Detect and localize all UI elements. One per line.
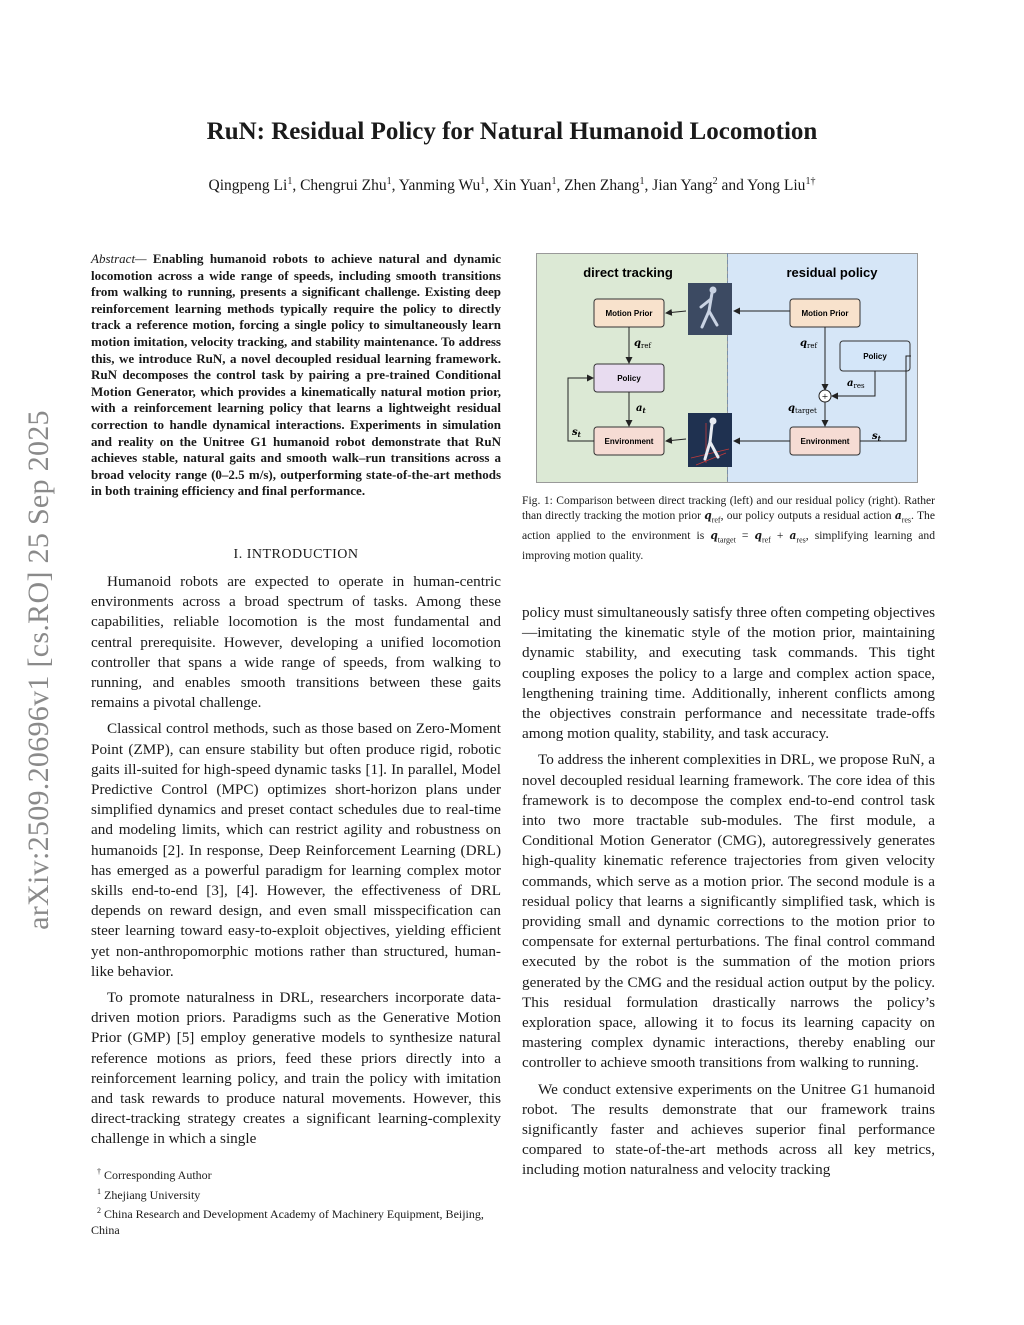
left-column-body xyxy=(91,572,501,1150)
left-policy-label: Policy xyxy=(617,374,641,383)
paper-title: RuN: Residual Policy for Natural Humanoid Locomotion xyxy=(206,118,818,145)
figure-1-caption: Fig. 1: Comparison between direct tracking (left) and our residual policy (right). Rather than directly tracking the motion prior $q_{ref}$, our policy outputs a residual action $a_{res}$. The action applied to the environment is $q_{target} = q_{ref} + a_{res}$, simplifying learning and improving motion quality. xyxy=(522,494,935,562)
sum-node-plus: + xyxy=(821,391,829,403)
right-paragraph-2: To address the inherent complexities in DRL, we propose RuN, a novel decoupled residual learning framework. The core idea of this framework is to decompose the complex end-to-end control task into two more tractable sub-modules. The first module, a Conditional Motion Generator (CMG), autoregressively generates high-quality kinematic reference trajectories from given velocity commands, which serve as a motion prior. The second module is a residual policy that learns a significantly simplified task, which is providing small and dynamic corrections to the motion prior to compensate for external perturbations. The final control command executed by the robot is the summation of the motion priors generated by the CMG and the residual action output by the policy. This residual formulation drastically narrows the policy’s exploration space, allowing it to focus its learning capacity on mastering complex dynamic interactions, thereby enabling our controller to achieve smooth transitions from walking to running. xyxy=(522,751,935,1072)
left-paragraph-1: Humanoid robots are expected to operate in human-centric environments across a broad spectrum of tasks. Among these capabilities, reliable locomotion is the most fundamental and central prerequisite. However, developing a unified locomotion controller that spans a wide range of speeds, from walking to running, and enables smooth transitions between these gaits remains a pivotal challenge. xyxy=(91,573,501,712)
right-column-body xyxy=(522,603,935,1181)
left-paragraph-2: Classical control methods, such as those based on Zero-Moment Point (ZMP), can ensure stability but often produce rigid, robotic gaits ill-suited for high-speed dynamic tasks [1]. In parallel, Model Predictive Control (MPC) optimizes short-horizon plans under simplified dynamics and preset contact schedules due to real-time and modeling limits, which can restrict agility and robustness on humanoids [2]. In response, Deep Reinforcement Learning (DRL) has emerged as a powerful paradigm for learning complex motor skills end-to-end [3], [4]. However, the effectiveness of DRL depends on reward design, and even small misspecification can steer learning toward easy-to-exploit objectives, yielding efficient yet non-anthropomorphic motions rather than structured, human-like behavior. xyxy=(91,720,501,980)
left-st-label: $s_t$ xyxy=(572,427,581,439)
right-qtarget-label: $q_{target}$ xyxy=(788,403,817,415)
footnotes xyxy=(91,1164,501,1238)
abstract xyxy=(91,251,501,500)
author-affiliation-mark: 1 xyxy=(287,176,293,187)
arxiv-side-label: arXiv:2509.20696v1 [cs.RO] 25 Sep 2025 xyxy=(22,410,55,930)
author-name: Zhen Zhang xyxy=(564,177,640,195)
author-affiliation-mark: 1 xyxy=(551,176,557,187)
right-motion-prior-label: Motion Prior xyxy=(801,309,849,318)
author-affiliation-mark: 2 xyxy=(712,176,718,187)
right-policy-label: Policy xyxy=(863,352,887,361)
right-paragraph-1: policy must simultaneously satisfy three often competing objectives—imitating the kinematic style of the motion prior, maintaining dynamic stability, and executing task commands. This tight coupling exposes the policy to a large and complex action space, lengthening training time. Additionally, inherent conflicts among the objectives constrain performance and necessitate trade-offs among motion quality, stability, and task accuracy. xyxy=(522,604,935,743)
abstract-label: Abstract— xyxy=(91,251,147,266)
left-motion-prior-label: Motion Prior xyxy=(605,309,653,318)
arxiv-side-label-box xyxy=(14,360,64,980)
author-affiliation-mark: 1 xyxy=(386,176,392,187)
left-environment-label: Environment xyxy=(604,437,654,446)
author-name: Jian Yang xyxy=(652,177,713,195)
footnote-3: $^2$ China Research and Development Academy of Machinery Equipment, Beijing, China xyxy=(91,1206,484,1237)
author-name: Yanming Wu xyxy=(398,177,481,195)
figure-1-diagram xyxy=(536,253,918,483)
left-at-label: $a_t$ xyxy=(636,403,646,415)
right-environment-label: Environment xyxy=(800,437,850,446)
abstract-text: Enabling humanoid robots to achieve natural and dynamic locomotion across a wide range of speeds, including smooth transitions from walking to running, presents a significant challenge. Existing deep reinforcement learning methods typically require the policy to directly track a reference motion, forcing a single policy to simultaneously learn motion imitation, velocity tracking, and stability maintenance. To address this, we introduce RuN, a novel decoupled residual learning framework. RuN decomposes the control task by pairing a pre-trained Conditional Motion Generator, which provides a kinematically natural motion prior, with a reinforcement learning policy that learns a lightweight residual correction to handle dynamical interactions. Experiments in simulation and reality on the Unitree G1 humanoid robot demonstrate that RuN achieves stable, natural gaits and smooth walk–run transitions across a broad velocity range (0–2.5 m/s), outperforming state-of-the-art methods in both training efficiency and final performance. xyxy=(91,251,501,499)
left-qref-label: $q_{ref}$ xyxy=(634,338,652,350)
author-name: Xin Yuan xyxy=(493,177,552,195)
author-name: Yong Liu xyxy=(747,177,806,195)
author-name: Chengrui Zhu xyxy=(300,177,387,195)
right-qref-label: $q_{ref}$ xyxy=(800,338,818,350)
right-st-label: $s_t$ xyxy=(872,431,881,443)
author-affiliation-mark: 1 xyxy=(480,176,486,187)
author-affiliation-mark: 1 xyxy=(639,176,645,187)
residual-policy-title: residual policy xyxy=(786,265,878,280)
right-paragraph-3: We conduct extensive experiments on the Unitree G1 humanoid robot. The results demonstrate that our framework trains significantly faster and achieves superior final performance compared to state-of-the-art methods across all key metrics, including motion naturalness and velocity tracking xyxy=(522,1080,935,1179)
author-name: Qingpeng Li xyxy=(208,177,288,195)
direct-tracking-title: direct tracking xyxy=(583,265,673,280)
author-affiliation-mark: 1† xyxy=(805,176,816,187)
right-ares-label: $a_{res}$ xyxy=(847,378,865,390)
footnote-2: $^1$ Zhejiang University xyxy=(97,1186,201,1202)
author-list: Qingpeng Li$^1$, Chengrui Zhu$^1$, Yanming Wu$^1$, Xin Yuan$^1$, Zhen Zhang$^1$, Jian Yang$^2$ and Yong Liu$^{1\dagger}$ xyxy=(208,176,816,195)
left-paragraph-3: To promote naturalness in DRL, researchers incorporate data-driven motion priors. Paradigms such as the Generative Motion Prior (GMP) [5] employ generative models to synthesize natural reference motions as priors, feed these priors directly into a reinforcement learning policy, and train the policy with imitation and task rewards to produce natural movements. However, this direct-tracking strategy creates a significant learning-complexity challenge in which a single xyxy=(91,989,501,1148)
footnote-1: † Corresponding Author xyxy=(97,1167,212,1182)
section-heading: I. INTRODUCTION xyxy=(233,547,359,562)
